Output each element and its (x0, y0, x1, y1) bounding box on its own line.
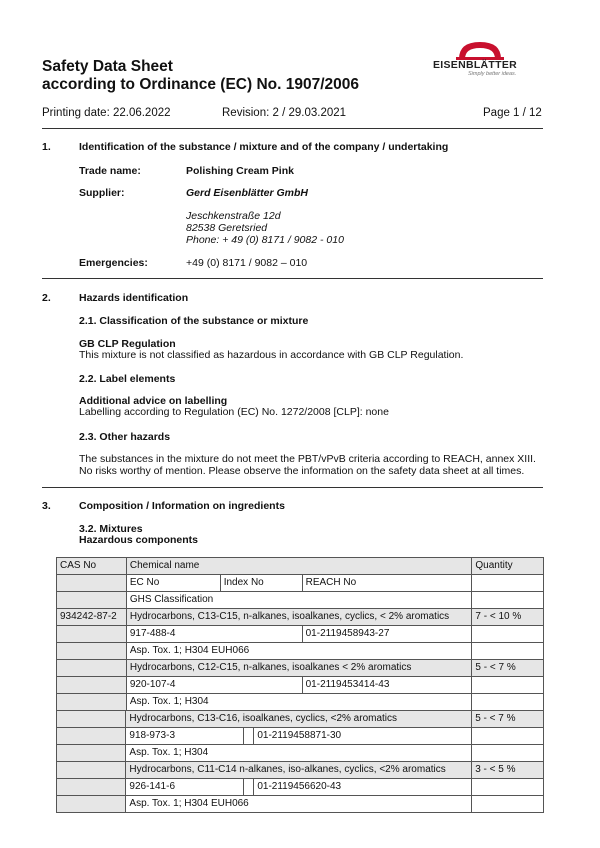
subsection-2-1: 2.1. Classification of the substance or mixture (79, 315, 309, 327)
company-logo (416, 38, 534, 78)
reach-number: 01-2119453414-43 (302, 677, 472, 694)
divider (42, 487, 543, 488)
header-chemical-name: Chemical name (126, 558, 472, 575)
table-row (57, 711, 544, 728)
trade-name-value: Polishing Cream Pink (186, 165, 294, 177)
ghs-classification: Asp. Tox. 1; H304 (126, 694, 472, 711)
table-row (57, 694, 544, 711)
printing-date: Printing date: 22.06.2022 (42, 107, 171, 119)
header-quantity: Quantity (472, 558, 544, 575)
gb-clp-title: GB CLP Regulation (79, 338, 176, 350)
chemical-name: Hydrocarbons, C13-C16, isoalkanes, cyclics, <2% aromatics (126, 711, 472, 728)
subsection-3-2: 3.2. Mixtures (79, 523, 143, 535)
other-hazards-text-2: No risks worthy of mention. Please observe the information on the safety data sheet at all times. (79, 465, 525, 477)
subsection-2-2: 2.2. Label elements (79, 373, 176, 385)
logo-text: EISENBLÄTTER (432, 59, 518, 71)
labelling-advice-text: Labelling according to Regulation (EC) No. 1272/2008 [CLP]: none (79, 406, 389, 418)
table-row (57, 728, 544, 745)
ec-number: 926-141-6 (126, 779, 244, 796)
header-index: Index No (220, 575, 302, 592)
header-reach: REACH No (302, 575, 472, 592)
ec-number: 918-973-3 (126, 728, 244, 745)
logo-tagline: Simply better ideas. (468, 71, 517, 77)
divider (42, 278, 543, 279)
reach-number: 01-2119458871-30 (254, 728, 472, 745)
table-row (57, 762, 544, 779)
subsection-2-3: 2.3. Other hazards (79, 431, 171, 443)
reach-number: 01-2119456620-43 (254, 779, 472, 796)
table-header-row (57, 575, 544, 592)
quantity: 5 - < 7 % (472, 711, 544, 728)
table-row (57, 677, 544, 694)
components-table-1 (56, 557, 544, 711)
supplier-phone: Phone: + 49 (0) 8171 / 9082 - 010 (186, 234, 344, 246)
divider (42, 128, 543, 129)
section-1-title: Identification of the substance / mixture and of the company / undertaking (79, 141, 449, 153)
cas-number: 934242-87-2 (57, 609, 127, 626)
document-title (42, 58, 359, 94)
labelling-advice-title: Additional advice on labelling (79, 395, 228, 407)
title-line-2: according to Ordinance (EC) No. 1907/2006 (42, 76, 359, 93)
header-ghs: GHS Classification (126, 592, 472, 609)
header-ec: EC No (126, 575, 220, 592)
table-row (57, 745, 544, 762)
table-row (57, 779, 544, 796)
hazardous-components-title: Hazardous components (79, 534, 199, 546)
quantity: 5 - < 7 % (472, 660, 544, 677)
table-row (57, 643, 544, 660)
ghs-classification: Asp. Tox. 1; H304 (126, 745, 472, 762)
section-2-number: 2. (42, 292, 51, 304)
page-number: Page 1 / 12 (483, 107, 542, 119)
section-3-title: Composition / Information on ingredients (79, 500, 285, 512)
address-street: Jeschkenstraße 12d (186, 210, 281, 222)
table-row (57, 796, 544, 813)
title-line-1: Safety Data Sheet (42, 58, 173, 75)
trade-name-label: Trade name: (79, 165, 141, 177)
header-cas: CAS No (57, 558, 127, 575)
table-row (57, 626, 544, 643)
ghs-classification: Asp. Tox. 1; H304 EUH066 (126, 643, 472, 660)
ec-number: 920-107-4 (126, 677, 302, 694)
section-2-title: Hazards identification (79, 292, 189, 304)
table-header-row (57, 558, 544, 575)
revision: Revision: 2 / 29.03.2021 (222, 107, 347, 119)
quantity: 7 - < 10 % (472, 609, 544, 626)
other-hazards-text-1: The substances in the mixture do not meet the PBT/vPvB criteria according to REACH, annex XIII. (79, 453, 536, 465)
table-row (57, 609, 544, 626)
emergencies-label: Emergencies: (79, 257, 148, 269)
supplier-label: Supplier: (79, 187, 125, 199)
section-3-number: 3. (42, 500, 51, 512)
quantity: 3 - < 5 % (472, 762, 544, 779)
table-header-row (57, 592, 544, 609)
reach-number: 01-2119458943-27 (302, 626, 472, 643)
logo-arch-icon (416, 38, 534, 60)
chemical-name: Hydrocarbons, C12-C15, n-alkanes, isoalkanes < 2% aromatics (126, 660, 472, 677)
ec-number: 917-488-4 (126, 626, 302, 643)
chemical-name: Hydrocarbons, C11-C14 n-alkanes, iso-alkanes, cyclics, <2% aromatics (126, 762, 472, 779)
table-row (57, 660, 544, 677)
components-table-2 (56, 710, 544, 813)
supplier-value: Gerd Eisenblätter GmbH (186, 187, 308, 199)
address-city: 82538 Geretsried (186, 222, 268, 234)
ghs-classification: Asp. Tox. 1; H304 EUH066 (126, 796, 472, 813)
section-1-number: 1. (42, 141, 51, 153)
gb-clp-text: This mixture is not classified as hazardous in accordance with GB CLP Regulation. (79, 349, 464, 361)
emergencies-value: +49 (0) 8171 / 9082 – 010 (186, 257, 308, 269)
chemical-name: Hydrocarbons, C13-C15, n-alkanes, isoalkanes, cyclics, < 2% aromatics (126, 609, 472, 626)
